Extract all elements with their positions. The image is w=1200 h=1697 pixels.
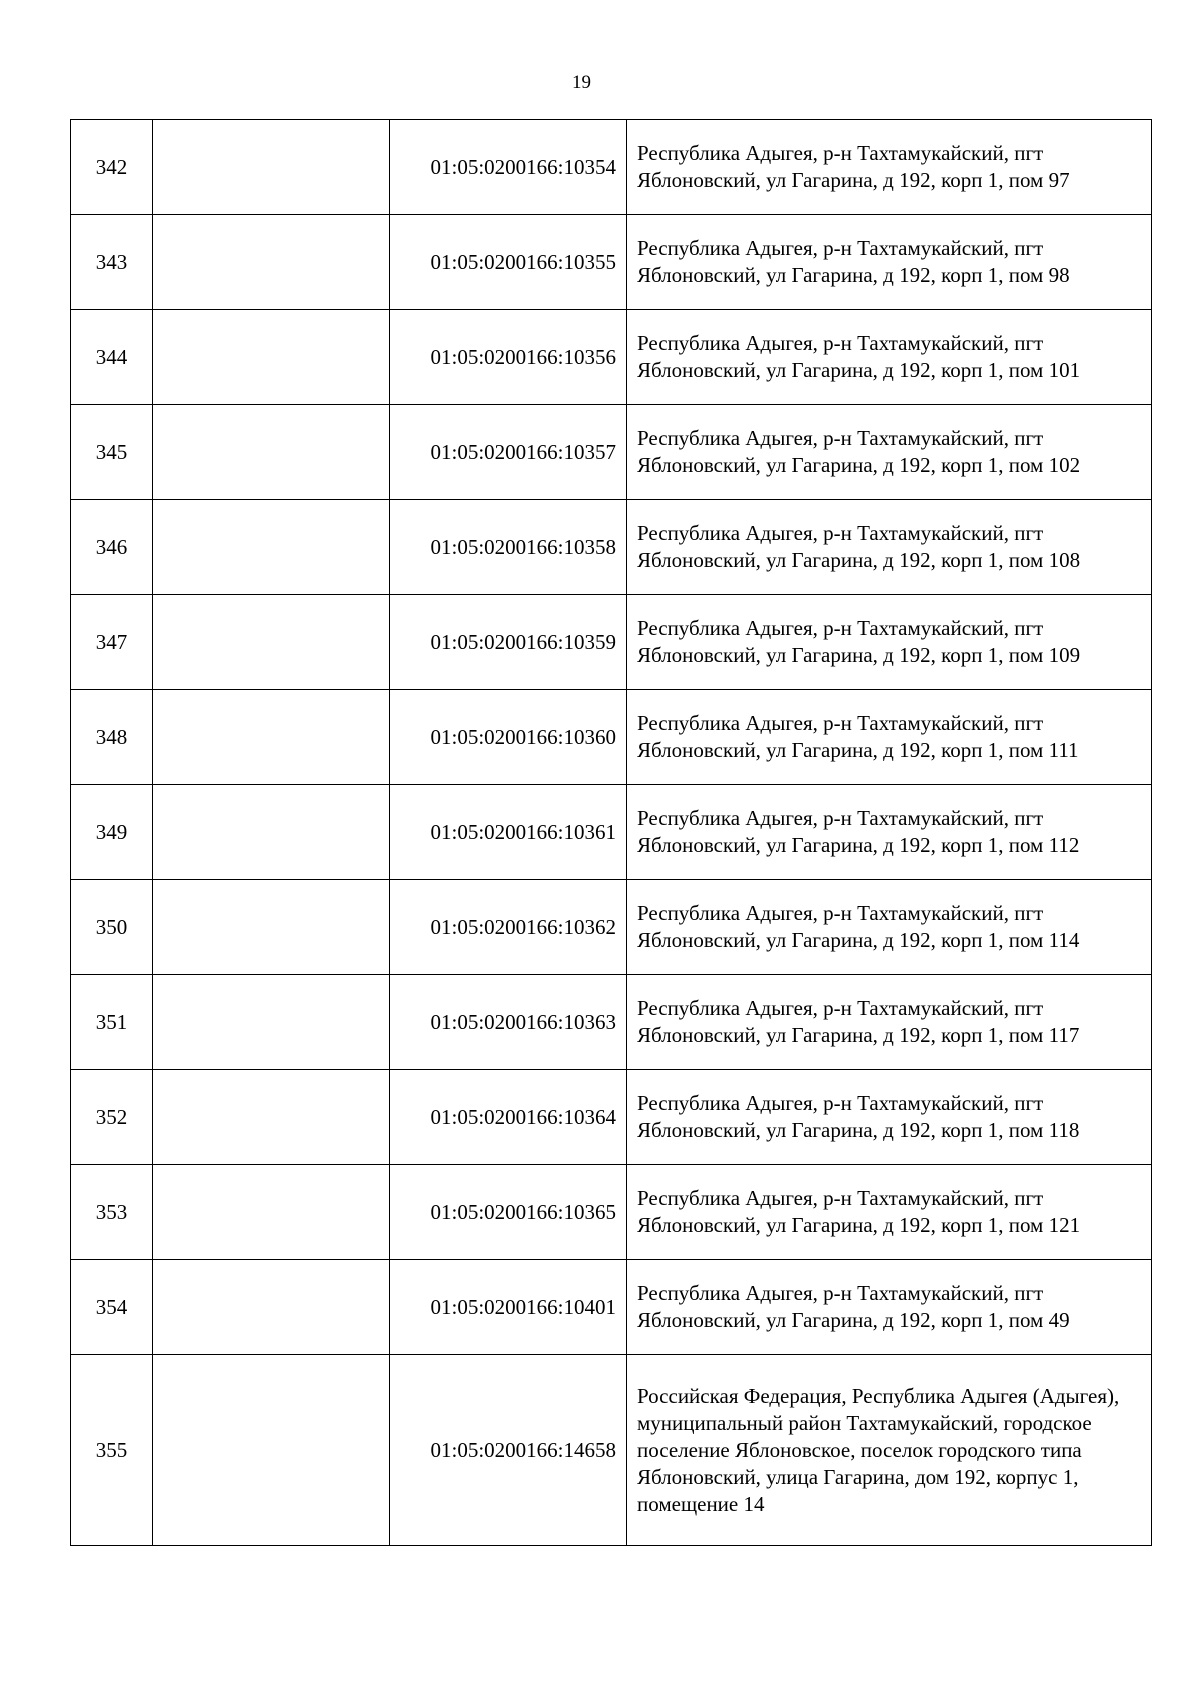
table-row: [71, 785, 1152, 880]
address-cell: Республика Адыгея, р-н Тахтамукайский, пгт Яблоновский, ул Гагарина, д 192, корп 1, пом 49: [627, 1260, 1152, 1355]
address-cell: Республика Адыгея, р-н Тахтамукайский, пгт Яблоновский, ул Гагарина, д 192, корп 1, пом 117: [627, 975, 1152, 1070]
address-cell: Республика Адыгея, р-н Тахтамукайский, пгт Яблоновский, ул Гагарина, д 192, корп 1, пом 102: [627, 405, 1152, 500]
table-row: [71, 1070, 1152, 1165]
page-number: 19: [572, 72, 591, 93]
row-number-cell: 355: [71, 1355, 153, 1546]
address-cell: Республика Адыгея, р-н Тахтамукайский, пгт Яблоновский, ул Гагарина, д 192, корп 1, пом 112: [627, 785, 1152, 880]
table-row: [71, 595, 1152, 690]
table-row: [71, 1260, 1152, 1355]
cadastral-number-cell: 01:05:0200166:10355: [390, 215, 627, 310]
table-row: [71, 975, 1152, 1070]
cadastral-number-cell: 01:05:0200166:10354: [390, 120, 627, 215]
empty-cell: [153, 500, 390, 595]
empty-cell: [153, 785, 390, 880]
address-cell: Республика Адыгея, р-н Тахтамукайский, пгт Яблоновский, ул Гагарина, д 192, корп 1, пом 114: [627, 880, 1152, 975]
table-row: [71, 215, 1152, 310]
row-number-cell: 351: [71, 975, 153, 1070]
row-number-cell: 349: [71, 785, 153, 880]
table-row: [71, 1165, 1152, 1260]
cadastral-number-cell: 01:05:0200166:10362: [390, 880, 627, 975]
address-cell: Российская Федерация, Республика Адыгея (Адыгея), муниципальный район Тахтамукайский, городское поселение Яблоновское, поселок городского типа Яблоновский, улица Гагарина, дом 192, корпус 1, помещение 14: [627, 1355, 1152, 1546]
cadastral-number-cell: 01:05:0200166:10364: [390, 1070, 627, 1165]
row-number-cell: 354: [71, 1260, 153, 1355]
cadastral-number-cell: 01:05:0200166:10363: [390, 975, 627, 1070]
empty-cell: [153, 975, 390, 1070]
row-number-cell: 352: [71, 1070, 153, 1165]
empty-cell: [153, 595, 390, 690]
address-cell: Республика Адыгея, р-н Тахтамукайский, пгт Яблоновский, ул Гагарина, д 192, корп 1, пом 97: [627, 120, 1152, 215]
empty-cell: [153, 215, 390, 310]
cadastral-number-cell: 01:05:0200166:10361: [390, 785, 627, 880]
empty-cell: [153, 1070, 390, 1165]
row-number-cell: 347: [71, 595, 153, 690]
address-cell: Республика Адыгея, р-н Тахтамукайский, пгт Яблоновский, ул Гагарина, д 192, корп 1, пом 121: [627, 1165, 1152, 1260]
table-row: [71, 880, 1152, 975]
empty-cell: [153, 405, 390, 500]
address-cell: Республика Адыгея, р-н Тахтамукайский, пгт Яблоновский, ул Гагарина, д 192, корп 1, пом 109: [627, 595, 1152, 690]
row-number-cell: 350: [71, 880, 153, 975]
table-row: [71, 120, 1152, 215]
row-number-cell: 343: [71, 215, 153, 310]
address-cell: Республика Адыгея, р-н Тахтамукайский, пгт Яблоновский, ул Гагарина, д 192, корп 1, пом 111: [627, 690, 1152, 785]
table-row: [71, 690, 1152, 785]
row-number-cell: 342: [71, 120, 153, 215]
cadastral-number-cell: 01:05:0200166:10401: [390, 1260, 627, 1355]
table-row: [71, 405, 1152, 500]
address-cell: Республика Адыгея, р-н Тахтамукайский, пгт Яблоновский, ул Гагарина, д 192, корп 1, пом 101: [627, 310, 1152, 405]
registry-table-body: [71, 120, 1152, 1546]
empty-cell: [153, 880, 390, 975]
cadastral-number-cell: 01:05:0200166:10365: [390, 1165, 627, 1260]
cadastral-number-cell: 01:05:0200166:10357: [390, 405, 627, 500]
empty-cell: [153, 690, 390, 785]
cadastral-number-cell: 01:05:0200166:10356: [390, 310, 627, 405]
empty-cell: [153, 120, 390, 215]
row-number-cell: 348: [71, 690, 153, 785]
cadastral-number-cell: 01:05:0200166:10359: [390, 595, 627, 690]
registry-table: [70, 119, 1152, 1546]
empty-cell: [153, 1355, 390, 1546]
empty-cell: [153, 1260, 390, 1355]
row-number-cell: 346: [71, 500, 153, 595]
address-cell: Республика Адыгея, р-н Тахтамукайский, пгт Яблоновский, ул Гагарина, д 192, корп 1, пом 108: [627, 500, 1152, 595]
empty-cell: [153, 310, 390, 405]
table-row: [71, 1355, 1152, 1546]
row-number-cell: 353: [71, 1165, 153, 1260]
row-number-cell: 344: [71, 310, 153, 405]
address-cell: Республика Адыгея, р-н Тахтамукайский, пгт Яблоновский, ул Гагарина, д 192, корп 1, пом 98: [627, 215, 1152, 310]
cadastral-number-cell: 01:05:0200166:10358: [390, 500, 627, 595]
table-row: [71, 310, 1152, 405]
cadastral-number-cell: 01:05:0200166:10360: [390, 690, 627, 785]
table-row: [71, 500, 1152, 595]
empty-cell: [153, 1165, 390, 1260]
cadastral-number-cell: 01:05:0200166:14658: [390, 1355, 627, 1546]
address-cell: Республика Адыгея, р-н Тахтамукайский, пгт Яблоновский, ул Гагарина, д 192, корп 1, пом 118: [627, 1070, 1152, 1165]
row-number-cell: 345: [71, 405, 153, 500]
